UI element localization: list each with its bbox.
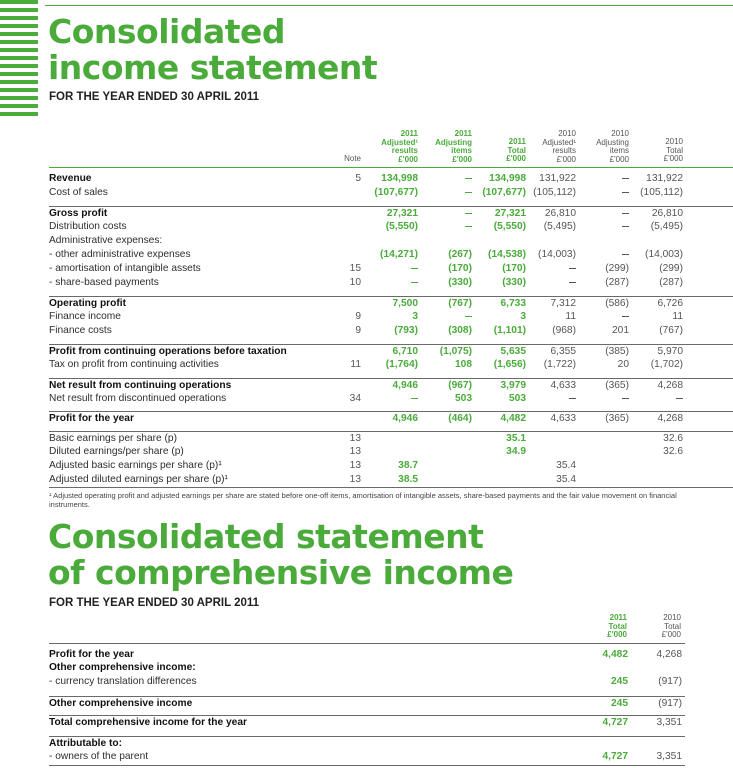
- cell-adjusted-2010: 4,633: [550, 380, 576, 391]
- cell-total-2010: 32.6: [663, 446, 683, 457]
- cell-total-2011: 4,727: [602, 751, 628, 762]
- cell-adjusted-2011: (14,271): [380, 249, 418, 260]
- cell-adjusted-2010: 35.4: [556, 474, 576, 485]
- cell-adjusted-2011: [411, 277, 418, 288]
- cell-adjusting-2010: [622, 311, 629, 322]
- cell-adjusted-2010: (968): [552, 325, 576, 336]
- row-label: Finance costs: [49, 325, 112, 336]
- cell-total-2011: 245: [611, 698, 628, 709]
- cell-adjusting-2011: [465, 208, 472, 219]
- table-row: [49, 675, 685, 689]
- cell-total-2011: 503: [509, 393, 526, 404]
- cell-adjusted-2011: 134,998: [381, 173, 418, 184]
- cell-adjusted-2011: [411, 393, 418, 404]
- table-row: [49, 661, 685, 675]
- table-row: [49, 296, 733, 310]
- cell-adjusting-2010: [622, 208, 629, 219]
- row-label: Administrative expenses:: [49, 235, 163, 246]
- table-row: [49, 324, 733, 338]
- cell-total-2010: 3,351: [656, 751, 682, 762]
- header-2011-adjusting-items: 2011 Adjusting items £'000: [435, 129, 472, 164]
- table-row: [49, 206, 733, 220]
- cell-adjusted-2010: [569, 277, 576, 288]
- cell-total-2010: (767): [659, 325, 683, 336]
- row-label: Adjusted basic earnings per share (p)¹: [49, 460, 222, 471]
- cell-adjusting-2010: [622, 249, 629, 260]
- row-label: - currency translation differences: [49, 676, 197, 687]
- cell-total-2011: 5,635: [500, 346, 526, 357]
- table-row: [49, 248, 733, 262]
- cell-total-2011: 3,979: [500, 380, 526, 391]
- row-label: Diluted earnings/per share (p): [49, 446, 184, 457]
- row-label: Net result from continuing operations: [49, 380, 232, 391]
- table-bottom-rule: [49, 487, 733, 488]
- cell-adjusted-2011: [411, 263, 418, 274]
- row-label: Profit for the year: [49, 413, 134, 424]
- cell-total-2011: (107,677): [482, 187, 526, 198]
- table-row: [49, 715, 685, 729]
- cell-adjusted-2011: 27,321: [386, 208, 418, 219]
- income-statement-subtitle: FOR THE YEAR ENDED 30 APRIL 2011: [49, 91, 260, 103]
- table-row: [49, 358, 733, 372]
- ci-bottom-rule: [49, 765, 685, 766]
- cell-total-2010: 3,351: [656, 717, 682, 728]
- cell-total-2011: 6,733: [500, 298, 526, 309]
- header-2010-adjusted-results: 2010 Adjusted¹ results £'000: [542, 129, 576, 164]
- row-note: 13: [349, 433, 361, 444]
- cell-adjusting-2011: (767): [448, 298, 472, 309]
- row-label: Finance income: [49, 311, 121, 322]
- row-label: Attributable to:: [49, 738, 122, 749]
- table-row: [49, 696, 685, 710]
- table-row: [49, 392, 733, 406]
- cell-adjusted-2010: 131,922: [539, 173, 576, 184]
- row-note: 11: [350, 359, 361, 370]
- income-statement-title-line2: income statement: [48, 48, 378, 87]
- cell-total-2011: 35.1: [506, 433, 526, 444]
- table-row: [49, 262, 733, 276]
- cell-total-2011: 4,482: [500, 413, 526, 424]
- cell-total-2011: 27,321: [494, 208, 526, 219]
- row-label: - amortisation of intangible assets: [49, 263, 201, 274]
- cell-total-2010: 4,268: [657, 380, 683, 391]
- table-row: [49, 736, 685, 750]
- header-rule: [49, 167, 733, 168]
- cell-adjusted-2011: 6,710: [392, 346, 418, 357]
- cell-total-2010: [676, 393, 683, 404]
- table-row: [49, 220, 733, 234]
- cell-adjusting-2011: [465, 187, 472, 198]
- header-2011-adjusted-results: 2011 Adjusted¹ results £'000: [381, 129, 418, 164]
- header-2010-total: 2010 Total £'000: [663, 137, 683, 163]
- top-rule: [45, 5, 733, 6]
- row-label: Other comprehensive income: [49, 698, 193, 709]
- header-note: Note: [344, 154, 361, 163]
- cell-adjusting-2010: [622, 393, 629, 404]
- cell-total-2010: (5,495): [650, 221, 683, 232]
- table-row: [49, 344, 733, 358]
- cell-total-2011: 4,482: [602, 649, 628, 660]
- cell-total-2010: 26,810: [651, 208, 683, 219]
- cell-adjusting-2010: (287): [605, 277, 629, 288]
- cell-adjusting-2010: 20: [617, 359, 629, 370]
- cell-adjusting-2010: [622, 187, 629, 198]
- cell-total-2010: (287): [659, 277, 683, 288]
- footnote: ¹ Adjusted operating profit and adjusted earnings per share are stated before one-off items, amortisation of intangible assets, share-based payments and the fair value movement on financial instruments.: [49, 491, 677, 509]
- row-note: 10: [349, 277, 361, 288]
- table-row: [49, 172, 733, 186]
- cell-total-2011: (5,550): [493, 221, 526, 232]
- cell-total-2011: (170): [502, 263, 526, 274]
- cell-total-2010: (917): [658, 676, 682, 687]
- table-row: [49, 186, 733, 200]
- cell-adjusted-2010: (5,495): [543, 221, 576, 232]
- cell-adjusted-2010: 11: [565, 311, 576, 322]
- cell-adjusted-2010: 26,810: [544, 208, 576, 219]
- cell-adjusted-2011: 38.7: [398, 460, 418, 471]
- row-label: Cost of sales: [49, 187, 108, 198]
- header-2011-total: 2011 Total £'000: [506, 137, 526, 163]
- header-2010-total-ci: 2010 Total £'000: [661, 613, 681, 639]
- cell-adjusting-2011: [465, 311, 472, 322]
- cell-total-2011: (14,538): [488, 249, 526, 260]
- cell-total-2010: 4,268: [657, 413, 683, 424]
- row-label: Profit from continuing operations before taxation: [49, 346, 287, 357]
- cell-adjusted-2011: (1,764): [385, 359, 418, 370]
- cell-total-2010: 4,268: [656, 649, 682, 660]
- ci-header-rule: [49, 643, 685, 644]
- cell-total-2010: 5,970: [657, 346, 683, 357]
- row-label: Profit for the year: [49, 649, 134, 660]
- table-row: [49, 310, 733, 324]
- cell-adjusting-2011: (967): [448, 380, 472, 391]
- row-note: 13: [349, 474, 361, 485]
- cell-adjusted-2010: [569, 393, 576, 404]
- cell-adjusted-2010: 35.4: [556, 460, 576, 471]
- cell-adjusting-2011: 503: [455, 393, 472, 404]
- row-label: Net result from discontinued operations: [49, 393, 227, 404]
- cell-total-2011: 4,727: [602, 717, 628, 728]
- table-row: [49, 234, 733, 248]
- cell-adjusted-2010: [569, 263, 576, 274]
- row-note: 13: [349, 460, 361, 471]
- cell-total-2011: (1,656): [493, 359, 526, 370]
- cell-total-2010: 6,726: [657, 298, 683, 309]
- cell-adjusted-2010: (1,722): [543, 359, 576, 370]
- table-row: [49, 750, 685, 764]
- cell-adjusting-2010: (365): [605, 413, 629, 424]
- cell-adjusted-2011: (5,550): [385, 221, 418, 232]
- cell-adjusting-2011: (267): [448, 249, 472, 260]
- table-row: [49, 411, 733, 425]
- cell-adjusting-2010: (299): [605, 263, 629, 274]
- income-statement-title-line1: Consolidated: [48, 12, 285, 51]
- cell-adjusting-2011: (308): [448, 325, 472, 336]
- cell-adjusting-2011: [465, 173, 472, 184]
- row-note: 9: [355, 311, 361, 322]
- cell-adjusting-2010: (365): [605, 380, 629, 391]
- comprehensive-income-subtitle: FOR THE YEAR ENDED 30 APRIL 2011: [49, 597, 260, 609]
- cell-total-2010: 32.6: [663, 433, 683, 444]
- comprehensive-income-title-line1: Consolidated statement: [48, 517, 484, 556]
- cell-adjusted-2010: 6,355: [550, 346, 576, 357]
- cell-adjusted-2010: 7,312: [550, 298, 576, 309]
- table-row: [49, 431, 733, 445]
- row-note: 5: [355, 173, 361, 184]
- cell-adjusted-2011: (793): [394, 325, 418, 336]
- row-note: 13: [349, 446, 361, 457]
- cell-adjusted-2010: (14,003): [538, 249, 576, 260]
- cell-adjusted-2011: 3: [412, 311, 418, 322]
- row-label: Gross profit: [49, 208, 108, 219]
- row-label: Total comprehensive income for the year: [49, 717, 247, 728]
- cell-adjusted-2010: (105,112): [533, 187, 576, 198]
- cell-adjusted-2011: 4,946: [392, 380, 418, 391]
- cell-total-2011: 34.9: [506, 446, 526, 457]
- cell-total-2010: (105,112): [640, 187, 683, 198]
- row-note: 9: [355, 325, 361, 336]
- cell-adjusting-2011: (170): [448, 263, 472, 274]
- cell-adjusting-2010: (385): [605, 346, 629, 357]
- cell-adjusted-2011: (107,677): [374, 187, 418, 198]
- cell-adjusting-2011: (1,075): [439, 346, 472, 357]
- cell-total-2011: (330): [502, 277, 526, 288]
- cell-total-2011: 134,998: [489, 173, 526, 184]
- cell-adjusting-2010: (586): [605, 298, 629, 309]
- green-stripes-decoration: [0, 0, 38, 119]
- cell-adjusting-2010: 201: [612, 325, 629, 336]
- cell-total-2011: (1,101): [493, 325, 526, 336]
- cell-adjusting-2011: (464): [448, 413, 472, 424]
- cell-total-2010: (14,003): [645, 249, 683, 260]
- cell-total-2010: 11: [672, 311, 683, 322]
- cell-total-2011: 245: [611, 676, 628, 687]
- table-row: [49, 648, 685, 662]
- cell-adjusting-2010: [622, 221, 629, 232]
- cell-adjusting-2010: [622, 173, 629, 184]
- cell-adjusting-2011: (330): [448, 277, 472, 288]
- cell-total-2010: (299): [659, 263, 683, 274]
- cell-total-2010: 131,922: [646, 173, 683, 184]
- cell-adjusting-2011: 108: [455, 359, 472, 370]
- table-row: [49, 378, 733, 392]
- row-label: - share-based payments: [49, 277, 159, 288]
- comprehensive-income-title-line2: of comprehensive income: [48, 553, 514, 592]
- row-note: 15: [349, 263, 361, 274]
- row-label: Tax on profit from continuing activities: [49, 359, 219, 370]
- row-note: 34: [349, 393, 361, 404]
- row-label: Other comprehensive income:: [49, 662, 196, 673]
- table-row: [49, 473, 733, 487]
- cell-total-2010: (917): [658, 698, 682, 709]
- cell-total-2011: 3: [520, 311, 526, 322]
- cell-total-2010: (1,702): [650, 359, 683, 370]
- row-label: Basic earnings per share (p): [49, 433, 177, 444]
- cell-adjusting-2011: [465, 221, 472, 232]
- row-label: Distribution costs: [49, 221, 127, 232]
- row-label: - owners of the parent: [49, 751, 149, 762]
- cell-adjusted-2011: 38.5: [398, 474, 418, 485]
- row-label: Adjusted diluted earnings per share (p)¹: [49, 474, 228, 485]
- cell-adjusted-2011: 4,946: [392, 413, 418, 424]
- row-label: Revenue: [49, 173, 92, 184]
- table-row: [49, 445, 733, 459]
- table-row: [49, 276, 733, 290]
- row-label: Operating profit: [49, 298, 126, 309]
- table-row: [49, 459, 733, 473]
- row-label: - other administrative expenses: [49, 249, 191, 260]
- cell-adjusted-2011: 7,500: [392, 298, 418, 309]
- cell-adjusted-2010: 4,633: [550, 413, 576, 424]
- header-2010-adjusting-items: 2010 Adjusting items £'000: [596, 129, 629, 164]
- header-2011-total-ci: 2011 Total £'000: [607, 613, 627, 639]
